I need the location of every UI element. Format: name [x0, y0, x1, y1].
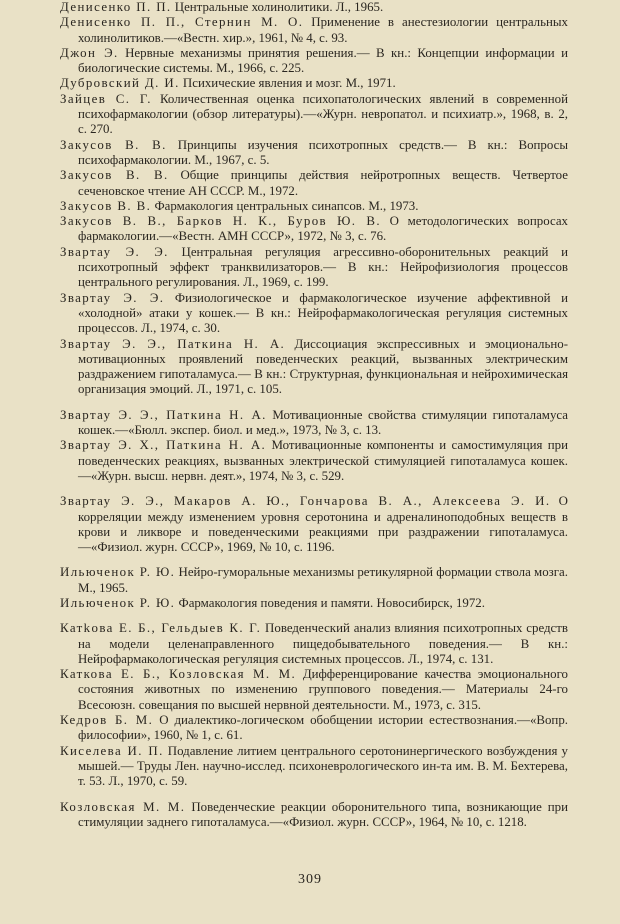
reference-text: Поведенческие реакции оборонительного типа, возникающие при стимуляции заднего гипоталамуса.—«Физиол. журн. СССР», 1964, № 10, с. 1218.: [78, 799, 568, 829]
reference-text: Физиологическое и фармакологическое изучение аффективной и «холодной» атаки у кошек.— В кн.: Нейрофармакологическая регуляция системных процессов. Л., 1974, с. 30.: [78, 290, 568, 336]
reference-text: Нейро-гуморальные механизмы ретикулярной формации ствола мозга. М., 1965.: [78, 565, 568, 595]
reference-author: Кедров Б. М.: [60, 713, 154, 728]
reference-text: Мотивационные свойства стимуляции гипоталамуса кошек.—«Бюлл. экспер. биол. и мед.», 1973, № 3, с. 13.: [78, 407, 568, 438]
reference-entry: [60, 76, 568, 91]
reference-entry: [60, 92, 568, 138]
reference-text: Фармакология центральных синапсов. М., 1973.: [151, 198, 419, 213]
reference-author: Звартау Э. Э., Макаров А. Ю., Гончарова В. А., Алексеева Э. И.: [60, 494, 551, 509]
reference-entry: [60, 291, 568, 337]
reference-author: Каткова Е. Б., Козловская М. М.: [60, 667, 297, 682]
reference-text: Нервные механизмы принятия решения.— В кн.: Концепции информации и биологические системы. М., 1966, с. 225.: [78, 45, 568, 76]
reference-entry: [60, 15, 568, 46]
reference-entry: [60, 168, 568, 199]
reference-entry: [60, 199, 568, 214]
reference-author: Киселева И. П.: [60, 743, 164, 758]
reference-text: О диалектико-логическом обобщении истории естествознания.—«Вопр. философии», 1960, № 1, с. 61.: [78, 713, 568, 743]
reference-entry: [60, 245, 568, 291]
reference-text: Центральная регуляция агрессивно-оборонительных реакций и психотропный эффект транквилизаторов.— В кн.: Нейрофизиология процессов центрального регулирования. Л., 1969, с. 199.: [78, 244, 568, 290]
reference-entry: [60, 138, 568, 169]
page-number: 309: [298, 872, 322, 887]
reference-author: Ильюченок Р. Ю.: [60, 565, 176, 580]
reference-author: Ильюченок Р. Ю.: [60, 595, 176, 610]
reference-author: Звартау Э. Э.: [60, 290, 165, 305]
reference-entry: [60, 46, 568, 77]
reference-entry: [60, 596, 568, 611]
reference-entry: [60, 438, 568, 484]
reference-entry: [60, 713, 568, 744]
reference-entry: [60, 494, 568, 555]
reference-entry: [60, 621, 568, 667]
reference-text: Психические явления и мозг. М., 1971.: [179, 76, 396, 91]
reference-author: Закусов В. В.: [60, 198, 152, 213]
reference-author: Денисенко П. П., Стернин М. О.: [60, 15, 304, 30]
reference-text: Мотивационные компоненты и самостимуляция при поведенческих реакциях, вызванных электрической стимуляцией гипоталамуса кошек.—«Журн. высш. нервн. деят.», 1974, № 3, с. 529.: [78, 438, 568, 483]
reference-author: Козловская М. М.: [60, 799, 186, 814]
reference-text: Количественная оценка психопатологических явлений в современной психофармакологии (обзор литературы).—«Журн. невропатол. и психиатр.», 1968, в. 2, с. 270.: [78, 91, 568, 137]
reference-text: Дифференцирование качества эмоционального состояния животных по изменению группового поведения.— Материалы 24-го Всесоюзн. совещания по высшей нервной деятельности. М., 1973, с. 315.: [78, 667, 568, 712]
reference-author: Звартау Э. Э., Паткина Н. А.: [60, 336, 286, 351]
reference-text: О методологических вопросах фармакологии.—«Вестн. АМН СССР», 1972, № 3, с. 76.: [78, 214, 569, 244]
reference-author: Дубровский Д. И.: [60, 76, 180, 91]
reference-author: Звартау Э. Х., Паткина Н. А.: [60, 438, 267, 453]
reference-text: Центральные холинолитики. Л., 1965.: [171, 0, 384, 14]
reference-entry: [60, 744, 568, 790]
reference-author: Денисенко П. П.: [60, 0, 172, 14]
reference-text: Диссоциация экспрессивных и эмоционально-мотивационных проявлений поведенческих реакций, вызванных электрическим раздражением гипоталамуса.— В кн.: Структурная, функциональная и нейрохимическая организация эмоций. Л., 1971, с. 105.: [78, 336, 568, 397]
reference-text: Фармакология поведения и памяти. Новосибирск, 1972.: [175, 595, 485, 610]
reference-entry: [60, 800, 568, 831]
reference-entry: [60, 408, 568, 439]
reference-entry: [60, 337, 568, 398]
reference-text: Поведенческий анализ влияния психотропных средств на модели целенаправленного пищедобывательного поведения.— В кн.: Нейрофармакологическая регуляция системных процессов. Л., 1974, с. 131.: [78, 621, 568, 666]
reference-author: Звартау Э. Э.: [60, 244, 169, 259]
reference-text: Общие принципы действия нейротропных веществ. Четвертое сеченовское чтение АН СССР. М., 1972.: [78, 168, 568, 198]
reference-entry: [60, 667, 568, 713]
reference-list: [60, 0, 568, 830]
reference-entry: [60, 214, 568, 245]
reference-author: Зайцев С. Г.: [60, 91, 152, 106]
reference-author: Звартау Э. Э., Паткина Н. А.: [60, 407, 267, 422]
reference-author: Закусов В. В.: [60, 137, 167, 152]
reference-text: Подавление литием центрального серотонинергического возбуждения у мышей.— Труды Лен. научно-исслед. психоневрологического ин-та им. В. М. Бехтерева, т. 53. Л., 1970, с. 59.: [78, 743, 569, 789]
reference-author: Закусов В. В.: [60, 168, 169, 183]
reference-entry: [60, 565, 568, 596]
reference-text: Принципы изучения психотропных средств.— В кн.: Вопросы психофармакологии. М., 1967, с. 5.: [78, 137, 569, 167]
reference-author: Катkова Е. Б., Гельдыев К. Г.: [60, 621, 262, 636]
reference-author: Джон Э.: [60, 45, 119, 60]
reference-author: Закусов В. В., Барков Н. К., Буров Ю. В.: [60, 214, 382, 229]
reference-entry: [60, 0, 568, 15]
reference-text: О корреляции между изменением уровня серотонина и адреналиноподобных веществ в крови и ликворе и поведенческими реакциями при раздражении гипоталамуса.—«Физиол. журн. СССР», 1969, № 10, с. 1196.: [78, 494, 568, 555]
reference-text: Применение в анестезиологии центральных холинолитиков.—«Вестн. хир.», 1961, № 4, с. 93.: [78, 15, 568, 45]
